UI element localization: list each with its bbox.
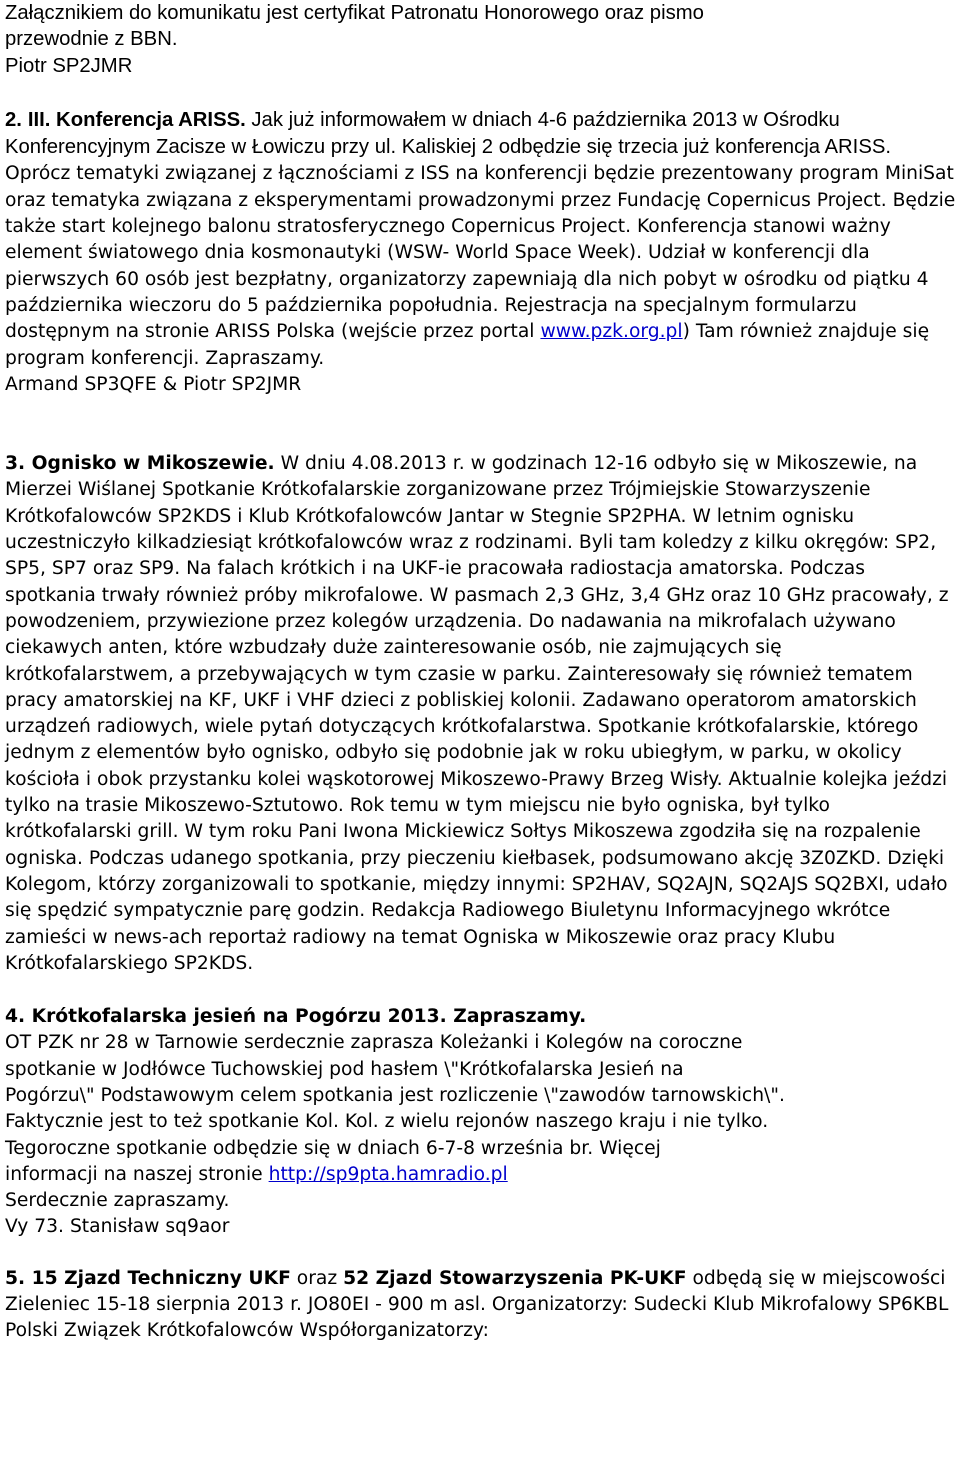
section-5-title-b: 52 Zjazd Stowarzyszenia PK-UKF	[343, 1267, 687, 1289]
section-2-signature: Armand SP3QFE & Piotr SP2JMR	[5, 373, 302, 395]
intro-line: Załącznikiem do komunikatu jest certyfikat Patronatu Honorowego oraz pismo	[5, 2, 704, 24]
intro-line: przewodnie z BBN.	[5, 28, 178, 51]
section-3-text: W dniu 4.08.2013 r. w godzinach 12-16 odbyło się w Mikoszewie, na Mierzei Wiślanej Spotkanie Krótkofalarskie zorganizowane przez Trójmiejskie Stowarzyszenie Krótkofalowców SP2KDS i Klub Krótkofalowców Jantar w Stegnie SP2PHA. W letnim ognisku uczestniczyło kilkadziesiąt krótkofalowców wraz z rodzinami. Byli tam koledzy z kilku okręgów: SP2, SP5, SP7 oraz SP9. Na falach krótkich i na UKF-ie pracowała radiostacja amatorska. Podczas spotkania trwały również próby mikrofalowe. W pasmach 2,3 GHz, 3,4 GHz oraz 10 GHz pracowały, z powodzeniem, przywiezione przez kolegów urządzenia. Do nadawania na mikrofalach używano ciekawych anten, które wzbudzały duże zainteresowanie osób, nie zajmujących się krótkofalarstwem, a przebywających w tym czasie w parku. Zainteresowały się również tematem pracy amatorskiej na KF, UKF i VHF dzieci z pobliskiej kolonii. Zadawano operatorom amatorskich urządzeń radiowych, wiele pytań dotyczących krótkofalarstwa. Spotkanie krótkofalarskie, którego jednym z elementów było ognisko, odbyło się podobnie jak w roku ubiegłym, w parku, w okolicy kościoła i obok przystanku kolei wąskotorowej Mikoszewo-Prawy Brzeg Wisły. Aktualnie kolejka jeździ tylko na trasie Mikoszewo-Sztutowo. Rok temu w tym miejscu nie było ogniska, był tylko krótkofalarski grill. W tym roku Pani Iwona Mickiewicz Sołtys Mikoszewa zgodziła się na rozpalenie ogniska. Podczas udanego spotkania, przy pieczeniu kiełbasek, podsumowano akcję 3Z0ZKD. Dzięki Kolegom, którzy zorganizowali to spotkanie, między innymi: SP2HAV, SQ2AJN, SQ2AJS SQ2BXI, udało się spędzić sympatycznie parę godzin. Redakcja Radiowego Biuletynu Informacyjnego wkrótce zamieści w news-ach reportaż radiowy na temat Ogniska w Mikoszewie oraz pracy Klubu Krótkofalarskiego SP2KDS.	[5, 453, 949, 974]
section-4-link-prefix: informacji na naszej stronie	[5, 1163, 269, 1185]
sp9pta-link[interactable]: http://sp9pta.hamradio.pl	[268, 1163, 508, 1185]
section-5-conj: oraz	[290, 1267, 344, 1289]
section-4-line: OT PZK nr 28 w Tarnowie serdecznie zaprasza Koleżanki i Kolegów na coroczne	[5, 1032, 743, 1054]
section-4-line: Pogórzu\" Podstawowym celem spotkania jest rozliczenie \"zawodów tarnowskich\".	[5, 1084, 785, 1106]
section-2	[5, 107, 956, 372]
section-4-line: spotkanie w Jodłówce Tuchowskiej pod hasłem \"Krótkofalarska Jesień na	[5, 1058, 684, 1080]
section-5-text: odbędą się w miejscowości Zieleniec 15-18 sierpnia 2013 r. JO80EI - 900 m asl. Organizatorzy: Sudecki Klub Mikrofalowy SP6KBL Polski Związek Krótkofalowców Współorganizatorzy:	[5, 1267, 949, 1342]
section-4-line: Tegoroczne spotkanie odbędzie się w dniach 6-7-8 września br. Więcej	[5, 1137, 661, 1159]
section-4-line	[5, 1162, 956, 1188]
section-5	[5, 1266, 956, 1345]
section-2-number: 2.	[5, 108, 22, 131]
section-4-line: Faktycznie jest to też spotkanie Kol. Kol. z wielu rejonów naszego kraju i nie tylko.	[5, 1111, 769, 1133]
intro-signature: Piotr SP2JMR	[5, 54, 133, 77]
section-3-title: 3. Ognisko w Mikoszewie.	[5, 453, 275, 475]
section-2-text-after: ) Tam również znajduje się program konferencji. Zapraszamy.	[5, 321, 930, 369]
section-4-title-text: 4. Krótkofalarska jesień na Pogórzu 2013. Zapraszamy.	[5, 1006, 587, 1028]
section-3	[5, 451, 956, 977]
intro-block	[5, 0, 956, 79]
section-5-title-a: 5. 15 Zjazd Techniczny UKF	[5, 1267, 291, 1289]
section-4-signature: Vy 73. Stanisław sq9aor	[5, 1216, 230, 1238]
section-4-title	[5, 1004, 956, 1030]
section-2-text: Oprócz tematyki związanej z łącznościami z ISS na konferencji będzie prezentowany program MiniSat oraz tematyka związana z eksperymentami prowadzonymi przez Fundację Copernicus Project. Będzie także start kolejnego balonu stratosferycznego Copernicus Project. Konferencja stanowi ważny element światowego dnia kosmonautyki (WSW- World Space Week). Udział w konferencji dla pierwszych 60 osób jest bezpłatny, organizatorzy zapewniają dla nich pobyt w ośrodku od piątku 4 października wieczoru do 5 października popołudnia. Rejestracja na specjalnym formularzu dostępnym na stronie ARISS Polska (wejście przez portal	[5, 163, 956, 343]
pzk-link[interactable]: www.pzk.org.pl	[540, 321, 683, 343]
section-2-title: III. Konferencja ARISS.	[27, 108, 246, 131]
section-4-line: Serdecznie zapraszamy.	[5, 1190, 230, 1212]
section-2-text-arial: Jak już informowałem w dniach 4-6 października 2013 w Ośrodku Konferencyjnym Zacisze w Łowiczu przy ul. Kaliskiej 2 odbędzie się trzecia już konferencja ARISS.	[5, 108, 892, 159]
